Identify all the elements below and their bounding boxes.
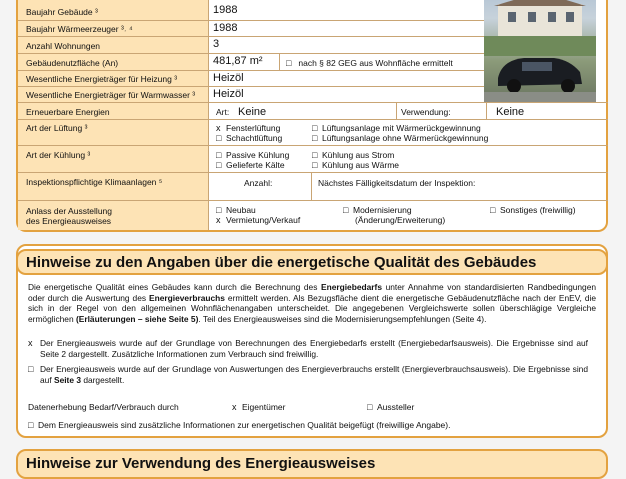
baujahr-gebaeude-label: Baujahr Gebäude ³: [26, 7, 98, 17]
row-divider: [18, 86, 484, 87]
anlass-option-modernisierung[interactable]: □ Modernisierung: [343, 205, 412, 215]
row-divider: [18, 102, 608, 103]
lueftung-option-ohne-wrg[interactable]: □ Lüftungsanlage ohne Wärmerückgewinnung: [312, 133, 489, 143]
warmwasser-label: Wesentliche Energieträger für Warmwasser ³: [26, 90, 196, 100]
checkbox-unchecked[interactable]: □: [286, 58, 292, 68]
art-label: Art:: [216, 107, 230, 117]
row-divider: [18, 172, 608, 173]
checkbox-checked: x: [28, 338, 33, 348]
row-divider: [18, 200, 608, 201]
row-divider: [18, 119, 608, 120]
baujahr-waerme-value: 1988: [213, 22, 238, 34]
verwendung-divider: [396, 102, 397, 119]
nutzflaeche-divider: [279, 53, 280, 70]
building-photo: [484, 0, 596, 102]
nutzflaeche-note: □ nach § 82 GEG aus Wohnfläche ermittelt: [286, 58, 453, 68]
anlass-option-modernisierung-sub: (Änderung/Erweiterung): [355, 215, 446, 225]
row-divider: [18, 36, 484, 37]
wohnungen-value: 3: [213, 38, 220, 50]
lueftung-option-schacht[interactable]: □ Schachtlüftung: [216, 133, 283, 143]
kuehlung-option-waerme[interactable]: □ Kühlung aus Wärme: [312, 160, 400, 170]
datenerhebung-aussteller[interactable]: □ Aussteller: [367, 402, 415, 412]
row-divider: [18, 20, 484, 21]
heizung-value: Heizöl: [213, 72, 244, 84]
row-divider: [18, 53, 484, 54]
klima-divider: [311, 172, 312, 200]
bedarfsausweis-option[interactable]: x Der Energieausweis wurde auf der Grundlage von Berechnungen des Energiebedarfs erstellt (Energiebedarfsausweis). Die Ergebnisse sind auf Seite 2 dargestellt. Zusätzliche Informationen zum Verbrauch sind freiwillig.: [28, 338, 588, 359]
nutzflaeche-label: Gebäudenutzfläche (An): [26, 58, 119, 68]
verwendung-divider-2: [486, 102, 487, 119]
warmwasser-value: Heizöl: [213, 88, 244, 100]
erneuerbar-label: Erneuerbare Energien: [26, 107, 110, 117]
row-divider: [18, 70, 484, 71]
zusatzinfo-option[interactable]: □ Dem Energieausweis sind zusätzliche Informationen zur energetischen Qualität beigefügt (freiwillige Angabe).: [28, 420, 451, 430]
datenerhebung-eigentuemer[interactable]: x Eigentümer: [232, 402, 286, 412]
klima-label: Inspektionspflichtige Klimaanlagen ⁵: [26, 177, 163, 187]
checkbox-unchecked: □: [28, 364, 34, 374]
wohnungen-label: Anzahl Wohnungen: [26, 41, 101, 51]
anlass-label-1: Anlass der Ausstellung: [26, 206, 112, 216]
baujahr-waerme-label: Baujahr Wärmeerzeuger ³˒ ⁴: [26, 24, 133, 34]
nutzflaeche-value: 481,87 m²: [213, 55, 263, 67]
lueftung-label: Art der Lüftung ³: [26, 123, 88, 133]
hinweise-qualitaet-title: Hinweise zu den Angaben über die energetische Qualität des Gebäudes: [16, 249, 608, 275]
art-value: Keine: [238, 106, 267, 118]
anlass-label-2: des Energieausweises: [26, 216, 112, 226]
verbrauchsausweis-option[interactable]: □ Der Energieausweis wurde auf der Grundlage von Auswertungen des Energieverbrauchs erstellt (Energieverbrauchsausweis). Die Ergebnisse sind auf Seite 3 dargestellt.: [28, 364, 588, 385]
anlass-option-vermietung[interactable]: x Vermietung/Verkauf: [216, 215, 301, 225]
anzahl-label: Anzahl:: [244, 178, 273, 188]
row-divider: [18, 145, 608, 146]
datenerhebung-label: Datenerhebung Bedarf/Verbrauch durch: [28, 402, 179, 412]
kuehlung-option-passiv[interactable]: □ Passive Kühlung: [216, 150, 290, 160]
anlass-option-neubau[interactable]: □ Neubau: [216, 205, 256, 215]
verwendung-value: Keine: [496, 106, 525, 118]
baujahr-gebaeude-value: 1988: [213, 4, 238, 16]
column-divider: [208, 0, 209, 230]
anlass-option-sonstiges[interactable]: □ Sonstiges (freiwillig): [490, 205, 576, 215]
kuehlung-label: Art der Kühlung ³: [26, 150, 91, 160]
kuehlung-option-geliefert[interactable]: □ Gelieferte Kälte: [216, 160, 285, 170]
lueftung-option-fenster[interactable]: x Fensterlüftung: [216, 123, 281, 133]
heizung-label: Wesentliche Energieträger für Heizung ³: [26, 74, 178, 84]
kuehlung-option-strom[interactable]: □ Kühlung aus Strom: [312, 150, 395, 160]
verwendung-label: Verwendung:: [401, 107, 451, 117]
lueftung-option-mit-wrg[interactable]: □ Lüftungsanlage mit Wärmerückgewinnung: [312, 123, 481, 133]
faelligkeit-label: Nächstes Fälligkeitsdatum der Inspektion:: [318, 178, 476, 188]
hinweise-verwendung-title: Hinweise zur Verwendung des Energieausweises: [16, 449, 608, 479]
hinweise-intro-paragraph: Die energetische Qualität eines Gebäudes kann durch die Berechnung des Energiebedarfs unter Annahme von standardisierten Randbedingungen oder durch die Auswertung des Energieverbrauchs ermittelt werden. Als Bezugsfläche dient die energetische Gebäudenutzfläche nach der EnEV, die sich in der Regel von den allgemeinen Wohnflächenangaben unterscheidet. Die angegebenen Vergleichswerte sollen überschlägige Vergleiche ermöglichen (Erläuterungen – siehe Seite 5). Teil des Energieausweises sind die Modernisierungsempfehlungen (Seite 4).: [28, 282, 597, 324]
